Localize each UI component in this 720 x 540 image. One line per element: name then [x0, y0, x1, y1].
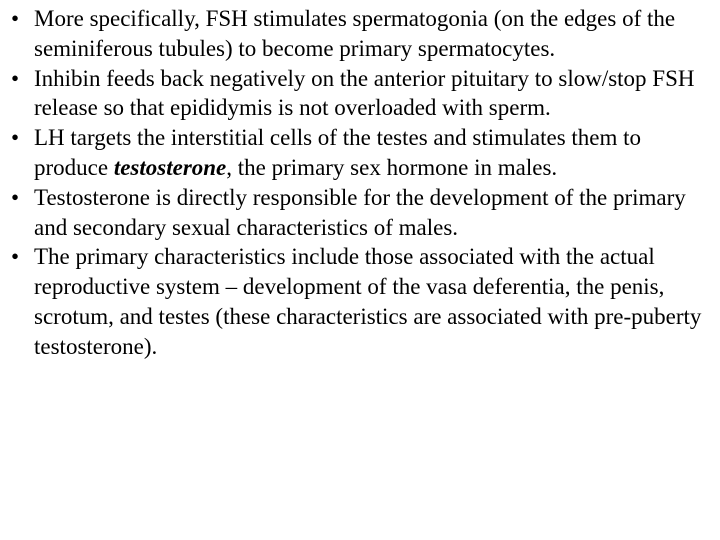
bullet-item — [8, 183, 712, 243]
bullet-text: More specifically, FSH stimulates spermatogonia (on the edges of the seminiferous tubules) to become primary spermatocytes. — [34, 6, 676, 61]
bullet-item — [8, 64, 712, 124]
emphasized-term: testosterone — [113, 154, 227, 180]
bullet-item — [8, 123, 712, 183]
bullet-text: Inhibin feeds back negatively on the anterior pituitary to slow/stop FSH release so that epididymis is not overloaded with sperm. — [34, 65, 695, 121]
bullet-icon: • — [10, 6, 20, 31]
bullet-text-before: LH targets the interstitial cells of the testes and stimulates them to produce — [34, 125, 642, 180]
bullet-icon: • — [10, 65, 20, 91]
bullet-icon: • — [10, 184, 20, 210]
bullet-item — [8, 242, 712, 361]
bullet-text-after: , the primary sex hormone in males. — [226, 154, 558, 180]
bullet-text: The primary characteristics include those associated with the actual reproductive system – development of the vasa deferentia, the penis, scrotum, and testes (these characteristics are associated with pre-puberty testosterone). — [34, 244, 702, 359]
bullet-list — [8, 4, 712, 362]
bullet-item — [8, 4, 712, 64]
bullet-icon: • — [10, 125, 20, 151]
bullet-text: Testosterone is directly responsible for the development of the primary and secondary sexual characteristics of males. — [34, 184, 686, 240]
bullet-icon: • — [10, 244, 20, 270]
